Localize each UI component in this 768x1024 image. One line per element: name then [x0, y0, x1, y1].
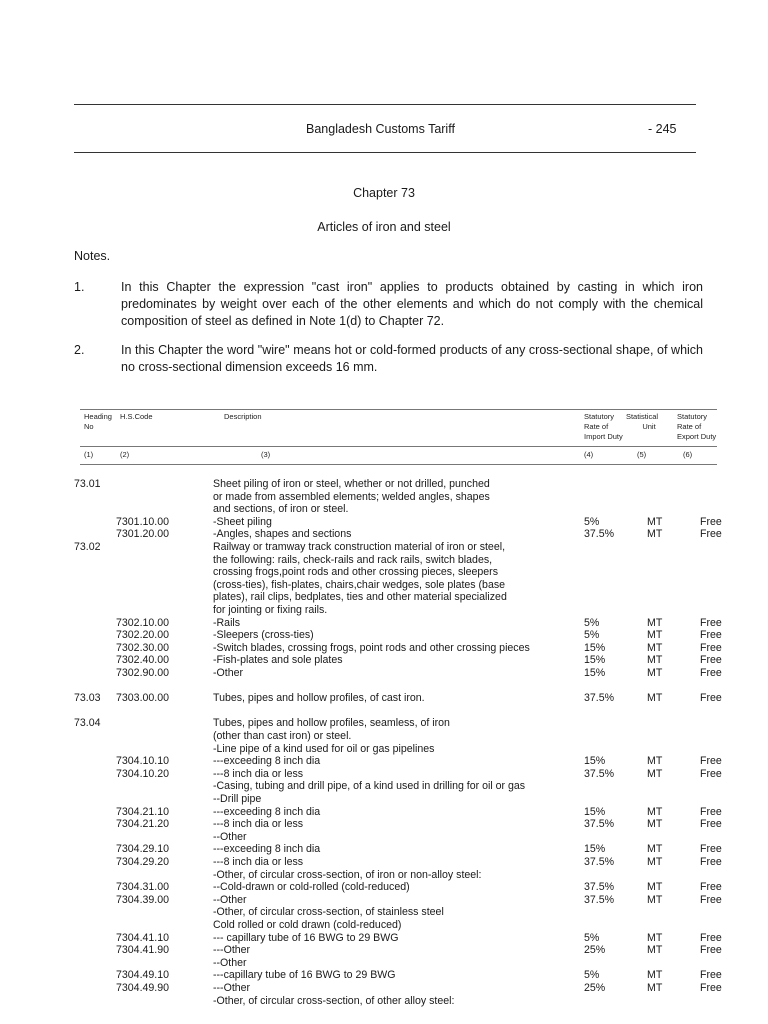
hs-code: 7303.00.00: [116, 692, 170, 705]
statistical-unit: MT: [647, 528, 663, 541]
description: --Other: [213, 830, 247, 843]
description: -Other, of circular cross-section, of stainless steel: [213, 906, 444, 919]
export-duty-rate: Free: [700, 982, 722, 994]
description: the following: rails, check-rails and rack rails, switch blades,: [213, 553, 493, 566]
export-duty-rate: Free: [700, 654, 722, 667]
note-number: 1.: [74, 280, 85, 294]
col-number-5: (5): [637, 450, 647, 459]
import-duty-rate: 5%: [584, 931, 600, 944]
col-number-3: (3): [261, 450, 271, 459]
table-row: [0, 579, 768, 592]
description: (cross-ties), fish-plates, chairs,chair wedges, sole plates (base: [213, 578, 506, 591]
export-duty-rate: Free: [700, 843, 722, 856]
statistical-unit: MT: [647, 931, 663, 944]
description: --Other: [213, 956, 247, 969]
statistical-unit: MT: [647, 805, 663, 818]
table-row: [0, 491, 768, 504]
description: Sheet piling of iron or steel, whether or not drilled, punched: [213, 478, 490, 490]
table-row: [0, 768, 768, 781]
col-import-rate: Statutory Rate of Import Duty: [584, 412, 623, 441]
note-text: In this Chapter the expression "cast iron" applies to products obtained by casting in which iron predominates by weight over each of the other elements and which do not comply with the chemical composition of steel as defined in Note 1(d) to Chapter 72.: [121, 280, 703, 328]
table-row: [0, 591, 768, 604]
statistical-unit: MT: [647, 982, 663, 994]
table-row: [0, 932, 768, 945]
table-row: [0, 617, 768, 630]
import-duty-rate: 25%: [584, 944, 606, 957]
page-number: - 245: [648, 122, 677, 136]
hs-code: 7304.10.10: [116, 755, 170, 768]
table-row: [0, 743, 768, 756]
description: Railway or tramway track construction material of iron or steel,: [213, 541, 506, 553]
table-row: [0, 667, 768, 680]
hs-code: 7302.10.00: [116, 616, 170, 629]
import-duty-rate: 15%: [584, 667, 606, 679]
col-number-6: (6): [683, 450, 693, 459]
hs-code: 7304.21.20: [116, 818, 170, 831]
statistical-unit: MT: [647, 856, 663, 868]
export-duty-rate: Free: [700, 805, 722, 818]
import-duty-rate: 37.5%: [584, 767, 615, 780]
statistical-unit: MT: [647, 893, 663, 906]
heading-number: 73.01: [74, 478, 101, 490]
import-duty-rate: 15%: [584, 755, 606, 768]
hs-code: 7304.31.00: [116, 881, 170, 894]
col-heading-no: Heading No: [84, 412, 112, 431]
import-duty-rate: 37.5%: [584, 881, 615, 894]
description: -Other, of circular cross-section, of other alloy steel:: [213, 994, 455, 1007]
hs-code: 7304.10.20: [116, 767, 170, 780]
hs-code: 7304.39.00: [116, 893, 170, 906]
col-description: Description: [224, 412, 262, 421]
statistical-unit: MT: [647, 944, 663, 957]
table-row: [0, 906, 768, 919]
import-duty-rate: 37.5%: [584, 856, 615, 868]
table-row: [0, 806, 768, 819]
import-duty-rate: 15%: [584, 843, 606, 856]
hs-code: 7302.40.00: [116, 654, 170, 667]
statistical-unit: MT: [647, 767, 663, 780]
table-row: [0, 692, 768, 705]
export-duty-rate: Free: [700, 667, 722, 679]
import-duty-rate: 15%: [584, 805, 606, 818]
heading-number: 73.02: [74, 541, 101, 553]
description: -Other: [213, 667, 244, 679]
table-row: [0, 957, 768, 970]
description: --- capillary tube of 16 BWG to 29 BWG: [213, 931, 399, 944]
document-title: Bangladesh Customs Tariff: [306, 122, 455, 136]
hs-code: 7302.90.00: [116, 667, 170, 679]
header-top-rule: [74, 104, 696, 105]
export-duty-rate: Free: [700, 893, 722, 906]
statistical-unit: MT: [647, 881, 663, 894]
import-duty-rate: 15%: [584, 641, 606, 654]
notes-heading: Notes.: [74, 249, 111, 263]
table-header-bottom-rule: [80, 464, 717, 465]
export-duty-rate: Free: [700, 528, 722, 541]
export-duty-rate: Free: [700, 629, 722, 642]
col-number-2: (2): [120, 450, 130, 459]
chapter-number: Chapter 73: [353, 186, 415, 200]
table-row: [0, 869, 768, 882]
description: -Fish-plates and sole plates: [213, 654, 343, 667]
table-row: [0, 856, 768, 869]
table-row: [0, 995, 768, 1008]
description: -Sheet piling: [213, 515, 272, 528]
hs-code: 7304.29.10: [116, 843, 170, 856]
table-row: [0, 755, 768, 768]
hs-code: 7302.30.00: [116, 641, 170, 654]
statistical-unit: MT: [647, 692, 663, 705]
col-export-rate: Statutory Rate of Export Duty: [677, 412, 717, 441]
import-duty-rate: 37.5%: [584, 818, 615, 831]
description: Tubes, pipes and hollow profiles, seamless, of iron: [213, 717, 450, 730]
statistical-unit: MT: [647, 616, 663, 629]
table-row: [0, 566, 768, 579]
statistical-unit: MT: [647, 667, 663, 679]
table-row: [0, 528, 768, 541]
description: -Line pipe of a kind used for oil or gas pipelines: [213, 742, 435, 755]
hs-code: 7304.41.90: [116, 944, 170, 957]
table-row: [0, 944, 768, 957]
table-row: [0, 831, 768, 844]
export-duty-rate: Free: [700, 616, 722, 629]
export-duty-rate: Free: [700, 755, 722, 768]
description: -Other, of circular cross-section, of iron or non-alloy steel:: [213, 868, 482, 881]
table-row: [0, 793, 768, 806]
table-row: [0, 516, 768, 529]
table-row: [0, 894, 768, 907]
import-duty-rate: 37.5%: [584, 692, 615, 705]
export-duty-rate: Free: [700, 856, 722, 868]
statistical-unit: MT: [647, 654, 663, 667]
import-duty-rate: 5%: [584, 629, 600, 642]
hs-code: 7304.49.10: [116, 969, 170, 982]
hs-code: 7302.20.00: [116, 629, 170, 642]
heading-number: 73.04: [74, 717, 101, 730]
table-row: [0, 478, 768, 491]
export-duty-rate: Free: [700, 931, 722, 944]
export-duty-rate: Free: [700, 641, 722, 654]
table-row: [0, 604, 768, 617]
import-duty-rate: 37.5%: [584, 528, 615, 541]
table-row: [0, 919, 768, 932]
hs-code: 7304.49.90: [116, 982, 170, 994]
import-duty-rate: 25%: [584, 982, 606, 994]
table-row: [0, 969, 768, 982]
description: --Drill pipe: [213, 793, 262, 805]
description: ---8 inch dia or less: [213, 818, 304, 831]
note-number: 2.: [74, 343, 85, 357]
description: crossing frogs,point rods and other crossing pieces, sleepers: [213, 566, 499, 579]
description: --Cold-drawn or cold-rolled (cold-reduced): [213, 881, 410, 894]
description: or made from assembled elements; welded angles, shapes: [213, 490, 490, 503]
export-duty-rate: Free: [700, 767, 722, 780]
statistical-unit: MT: [647, 969, 663, 982]
description: ---8 inch dia or less: [213, 856, 304, 868]
col-statistical-unit: Statistical Unit: [625, 412, 659, 431]
description: ---Other: [213, 982, 251, 994]
table-row: [0, 717, 768, 730]
table-header-top-rule: [80, 409, 717, 410]
description: and sections, of iron or steel.: [213, 503, 349, 516]
description: Tubes, pipes and hollow profiles, of cast iron.: [213, 692, 425, 705]
description: -Casing, tubing and drill pipe, of a kind used in drilling for oil or gas: [213, 780, 526, 793]
description: (other than cast iron) or steel.: [213, 730, 352, 742]
import-duty-rate: 5%: [584, 515, 600, 528]
note-text: In this Chapter the word "wire" means hot or cold-formed products of any cross-sectional shape, of which no cross-sectional dimension exceeds 16 mm.: [121, 343, 703, 374]
statistical-unit: MT: [647, 515, 663, 528]
import-duty-rate: 5%: [584, 969, 600, 982]
export-duty-rate: Free: [700, 818, 722, 831]
table-row: [0, 503, 768, 516]
description: ---exceeding 8 inch dia: [213, 805, 321, 818]
hs-code: 7304.41.10: [116, 931, 170, 944]
description: ---Other: [213, 944, 251, 957]
col-number-4: (4): [584, 450, 594, 459]
hs-code: 7301.10.00: [116, 515, 170, 528]
heading-number: 73.03: [74, 692, 101, 705]
statistical-unit: MT: [647, 755, 663, 768]
description: -Sleepers (cross-ties): [213, 629, 314, 642]
statistical-unit: MT: [647, 629, 663, 642]
description: ---exceeding 8 inch dia: [213, 843, 321, 856]
export-duty-rate: Free: [700, 515, 722, 528]
export-duty-rate: Free: [700, 969, 722, 982]
description: for jointing or fixing rails.: [213, 604, 328, 616]
description: -Angles, shapes and sections: [213, 528, 352, 541]
table-row: [0, 642, 768, 655]
hs-code: 7301.20.00: [116, 528, 170, 541]
export-duty-rate: Free: [700, 692, 722, 705]
table-row: [0, 629, 768, 642]
import-duty-rate: 37.5%: [584, 893, 615, 906]
table-row: [0, 780, 768, 793]
description: plates), rail clips, bedplates, ties and other material specialized: [213, 591, 507, 604]
description: Cold rolled or cold drawn (cold-reduced): [213, 919, 402, 931]
table-row: [0, 843, 768, 856]
col-hs-code: H.S.Code: [120, 412, 153, 421]
table-row: [0, 554, 768, 567]
statistical-unit: MT: [647, 843, 663, 856]
table-row: [0, 982, 768, 995]
description: ---exceeding 8 inch dia: [213, 755, 321, 768]
hs-code: 7304.29.20: [116, 856, 170, 868]
col-number-1: (1): [84, 450, 94, 459]
description: ---capillary tube of 16 BWG to 29 BWG: [213, 969, 396, 982]
description: ---8 inch dia or less: [213, 767, 304, 780]
chapter-title: Articles of iron and steel: [317, 220, 451, 234]
table-row: [0, 730, 768, 743]
hs-code: 7304.21.10: [116, 805, 170, 818]
table-row: [0, 818, 768, 831]
statistical-unit: MT: [647, 641, 663, 654]
table-row: [0, 541, 768, 554]
import-duty-rate: 5%: [584, 616, 600, 629]
description: -Rails: [213, 616, 241, 629]
import-duty-rate: 15%: [584, 654, 606, 667]
table-header-mid-rule: [80, 446, 717, 447]
export-duty-rate: Free: [700, 881, 722, 894]
table-row: [0, 881, 768, 894]
description: -Switch blades, crossing frogs, point rods and other crossing pieces: [213, 641, 530, 654]
export-duty-rate: Free: [700, 944, 722, 957]
table-row: [0, 654, 768, 667]
statistical-unit: MT: [647, 818, 663, 831]
header-bottom-rule: [74, 152, 696, 153]
description: --Other: [213, 893, 247, 906]
